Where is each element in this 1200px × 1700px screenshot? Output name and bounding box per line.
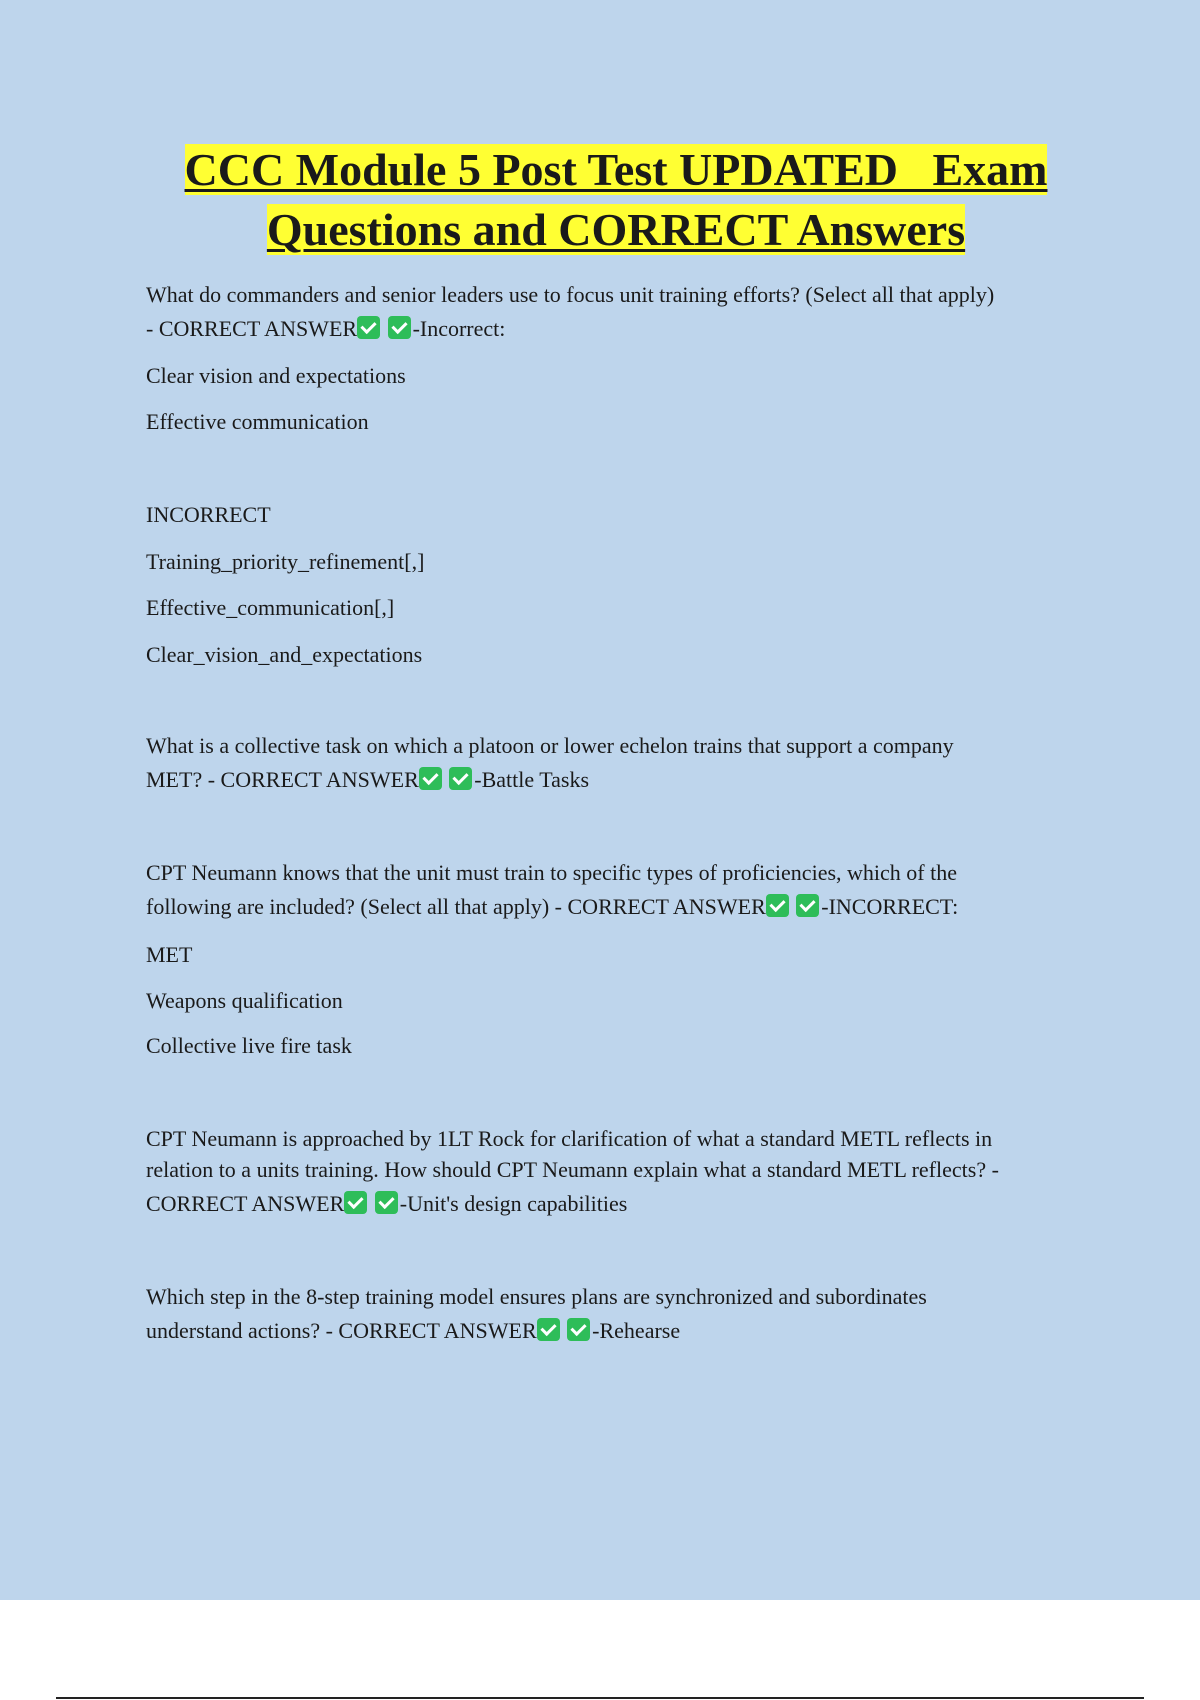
question-4-line-2: relation to a units training. How should CPT Neumann explain what a standard METL reflects? - [146,1157,999,1182]
title-line-2: Questions and CORRECT Answers [266,204,966,255]
answer-1-option: INCORRECT [146,502,271,527]
answer-1-option: Training_priority_refinement[,] [146,549,425,574]
answer-1-option: Effective_communication[,] [146,595,395,620]
check-box-icon [567,1318,590,1341]
answer-5: -Rehearse [592,1318,681,1343]
question-1-line-1: What do commanders and senior leaders use to focus unit training efforts? (Select all that apply) [146,282,995,307]
answer-3-option: Weapons qualification [146,988,343,1013]
check-box-icon [766,894,789,917]
question-2-line-1: What is a collective task on which a platoon or lower echelon trains that support a company [146,733,954,758]
question-5-prompt-end: understand actions? - CORRECT ANSWER [146,1318,537,1343]
answer-3: -INCORRECT: [821,894,959,919]
document-title [146,140,1086,260]
answer-1-option: Effective communication [146,409,369,434]
answer-3-option: Collective live fire task [146,1033,352,1058]
question-1-line-2 [146,312,505,346]
footer-rule [56,1697,1144,1699]
check-box-icon [537,1318,560,1341]
question-4-line-1: CPT Neumann is approached by 1LT Rock for clarification of what a standard METL reflects in [146,1126,993,1151]
check-box-icon [375,1191,398,1214]
check-box-icon [796,894,819,917]
question-5-line-2 [146,1314,680,1348]
check-box-icon [388,316,411,339]
answer-1-option: Clear_vision_and_expectations [146,642,423,667]
question-2-line-2 [146,763,589,797]
question-5-line-1: Which step in the 8-step training model ensures plans are synchronized and subordinates [146,1284,927,1309]
check-box-icon [419,767,442,790]
question-3-line-2 [146,890,958,924]
question-4-prompt-end: CORRECT ANSWER [146,1191,345,1216]
answer-1-option: Clear vision and expectations [146,363,406,388]
answer-3-option: MET [146,942,193,967]
check-box-icon [449,767,472,790]
answer-1: -Incorrect: [412,316,506,341]
question-1-prompt-end: - CORRECT ANSWER [146,316,358,341]
question-3-prompt-end: following are included? (Select all that apply) - CORRECT ANSWER [146,894,766,919]
question-4-line-3 [146,1187,627,1221]
answer-2: -Battle Tasks [474,767,590,792]
check-box-icon [357,316,380,339]
title-line-1: CCC Module 5 Post Test UPDATED Exam [184,144,1048,195]
question-3-line-1: CPT Neumann knows that the unit must train to specific types of proficiencies, which of the [146,860,957,885]
question-2-prompt-end: MET? - CORRECT ANSWER [146,767,419,792]
check-box-icon [344,1191,367,1214]
answer-4: -Unit's design capabilities [399,1191,628,1216]
